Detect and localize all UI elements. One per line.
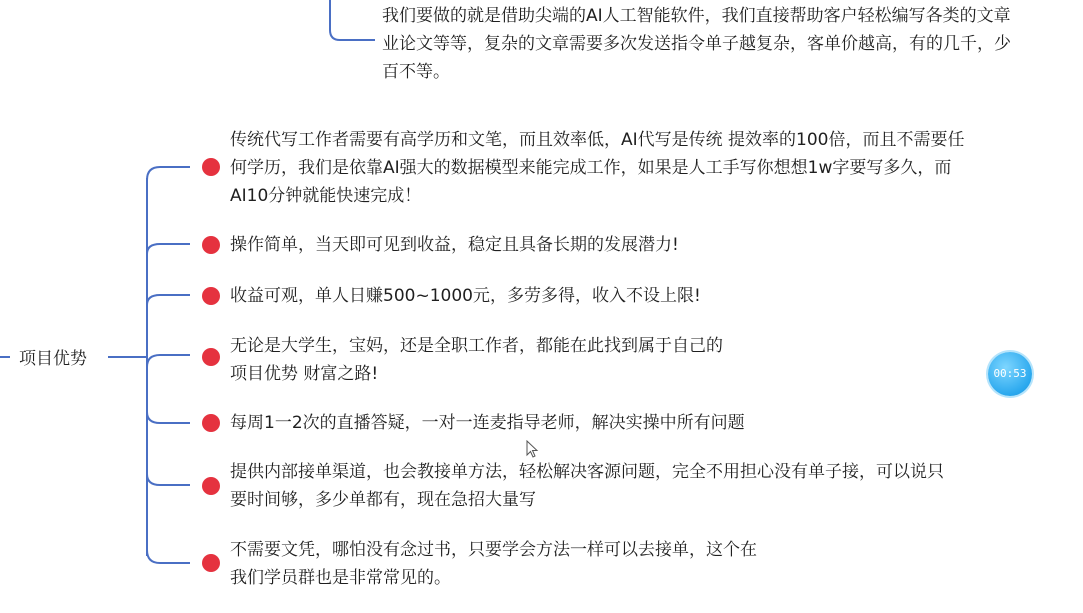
branch-text: 操作简单，当天即可见到收益，稳定且具备长期的发展潜力! [230,235,679,255]
branch-connector-3 [147,295,190,305]
bullet-dot-icon [202,236,220,254]
recording-timer-badge[interactable]: 00:53 [988,352,1032,396]
branch-connector-2 [147,244,190,254]
branch-text: 传统代写工作者需要有高学历和文笔，而且效率低，AI代写是传统 提效率的100倍，而且不需要任 何学历，我们是依靠AI强大的数据模型来能完成工作，如果是人工手写你想想1w字要写多久，而 AI10分钟就能快速完成！ [230,130,965,206]
branch-connector-4 [147,355,190,367]
top-node-text: 我们要做的就是借助尖端的AI人工智能软件，我们直接帮助客户轻松编写各类的文章 业论文等等，复杂的文章需要多次发送指令单子越复杂，客单价越高，有的几千，少 百不等。 [382,6,1011,82]
branch-text: 无论是大学生，宝妈，还是全职工作者，都能在此找到属于自己的 项目优势 财富之路! [230,336,723,384]
root-node-label[interactable]: 项目优势 [19,349,87,369]
bullet-dot-icon [202,158,220,176]
bullet-dot-icon [202,348,220,366]
bullet-dot-icon [202,554,220,572]
branch-connector-6 [147,474,190,485]
mouse-pointer-icon [526,440,540,460]
branch-text: 不需要文凭，哪怕没有念过书，只要学会方法一样可以去接单，这个在 我们学员群也是非常常见的。 [230,540,757,588]
bullet-dot-icon [202,477,220,495]
branch-connector-5 [147,412,190,423]
branch-connector-1 [147,167,190,180]
bullet-dot-icon [202,414,220,432]
branch-connector-7 [147,550,190,563]
bullet-dot-icon [202,287,220,305]
branch-text: 提供内部接单渠道，也会教接单方法，轻松解决客源问题，完全不用担心没有单子接，可以说只 要时间够，多少单都有，现在急招大量写 [230,462,944,510]
top-connector-line [330,0,375,40]
branch-text: 收益可观，单人日赚500~1000元，多劳多得，收入不设上限! [230,286,701,306]
branch-text: 每周1一2次的直播答疑，一对一连麦指导老师，解决实操中所有问题 [230,413,745,433]
